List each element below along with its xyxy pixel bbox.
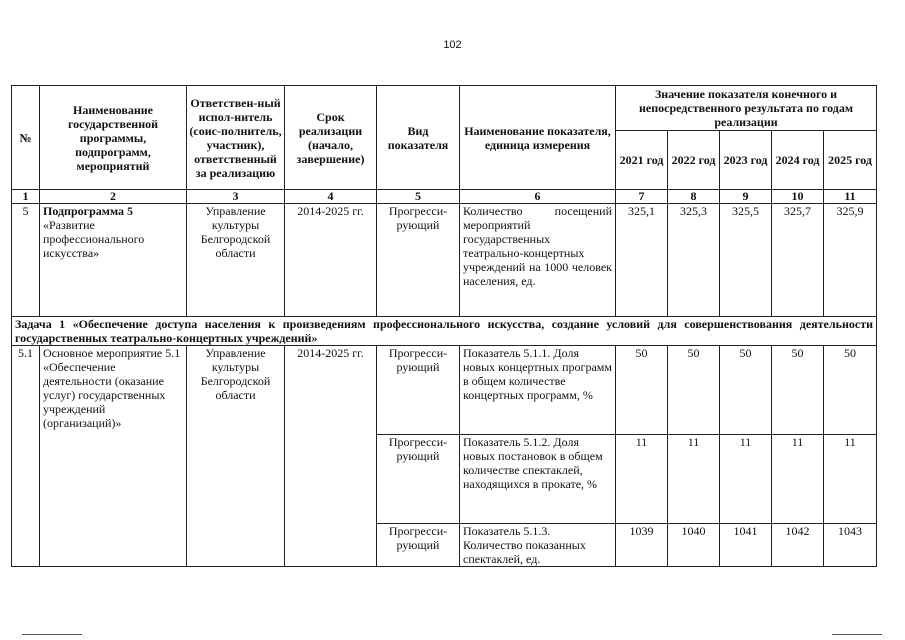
header-year-2024: 2024 год [772,131,824,190]
page-number: 102 [443,39,462,51]
header-name: Наименование государственной программы, подпрограмм, мероприятий [40,86,187,190]
column-number: 11 [824,190,877,204]
header-year-2023: 2023 год [720,131,772,190]
task-row [12,317,877,346]
value-cell: 50 [668,346,720,435]
subprogram-title-bold: Подпрограмма 5 [43,204,134,218]
value-cell: 1040 [668,524,720,567]
indicator-name: Показатель 5.1.2. Доля новых постановок в общем количестве спектаклей, находящихся в прокате, % [460,435,616,524]
indicator-type: Прогресси-рующий [377,435,460,524]
column-number: 3 [187,190,285,204]
column-number: 6 [460,190,616,204]
column-number: 7 [616,190,668,204]
value-cell: 1043 [824,524,877,567]
subprogram-title [40,204,187,317]
task-text: Задача 1 «Обеспечение доступа населения к произведениям профессионального искусства, создание условий для совершенствования деятельности государственных театрально-концертных учреждений» [12,317,877,346]
header-values-group: Значение показателя конечного и непосредственного результата по годам реализации [616,86,877,131]
value-cell: 1039 [616,524,668,567]
column-number: 4 [285,190,377,204]
value-cell: 325,1 [616,204,668,317]
value-cell: 50 [616,346,668,435]
header-year-2022: 2022 год [668,131,720,190]
column-number: 1 [12,190,40,204]
header-year-2025: 2025 год [824,131,877,190]
value-cell: 325,9 [824,204,877,317]
subprogram-executor: Управление культуры Белгородской области [187,204,285,317]
footer-divider [832,634,882,635]
value-cell: 11 [772,435,824,524]
measure-executor: Управление культуры Белгородской области [187,346,285,567]
column-number: 2 [40,190,187,204]
header-row [12,86,877,131]
header-type: Вид показателя [377,86,460,190]
subprogram-row [12,204,877,317]
measure-name: Основное мероприятие 5.1 «Обеспечение деятельности (оказание услуг) государственных учреждений (организаций)» [40,346,187,567]
value-cell: 11 [720,435,772,524]
header-year-2021: 2021 год [616,131,668,190]
measure-indicator-row [12,346,877,435]
header-executor: Ответствен-ный испол-нитель (соис-полнитель, участник), ответственный за реализацию [187,86,285,190]
value-cell: 50 [824,346,877,435]
value-cell: 11 [668,435,720,524]
indicators-table [11,85,877,567]
value-cell: 325,3 [668,204,720,317]
value-cell: 11 [824,435,877,524]
footer-divider [22,634,82,635]
value-cell: 11 [616,435,668,524]
indicator-name: Показатель 5.1.1. Доля новых концертных программ в общем количестве концертных программ, % [460,346,616,435]
subprogram-indicator: Количество посещений мероприятий государственных театрально-концертных учреждений на 1000 человек населения, ед. [460,204,616,317]
subprogram-title-rest: «Развитие профессионального искусства» [43,218,145,260]
column-number: 9 [720,190,772,204]
indicator-name: Показатель 5.1.3. Количество показанных спектаклей, ед. [460,524,616,567]
indicator-type: Прогресси-рующий [377,346,460,435]
measure-period: 2014-2025 гг. [285,346,377,567]
value-cell: 50 [772,346,824,435]
value-cell: 50 [720,346,772,435]
value-cell: 1041 [720,524,772,567]
header-num: № [12,86,40,190]
subprogram-type: Прогресси-рующий [377,204,460,317]
column-number: 8 [668,190,720,204]
subprogram-num: 5 [12,204,40,317]
column-number: 10 [772,190,824,204]
value-cell: 325,5 [720,204,772,317]
value-cell: 1042 [772,524,824,567]
value-cell: 325,7 [772,204,824,317]
column-number: 5 [377,190,460,204]
header-indicator: Наименование показателя, единица измерения [460,86,616,190]
column-numbers-row [12,190,877,204]
subprogram-period: 2014-2025 гг. [285,204,377,317]
header-period: Срок реализации (начало, завершение) [285,86,377,190]
indicator-type: Прогресси-рующий [377,524,460,567]
measure-num: 5.1 [12,346,40,567]
